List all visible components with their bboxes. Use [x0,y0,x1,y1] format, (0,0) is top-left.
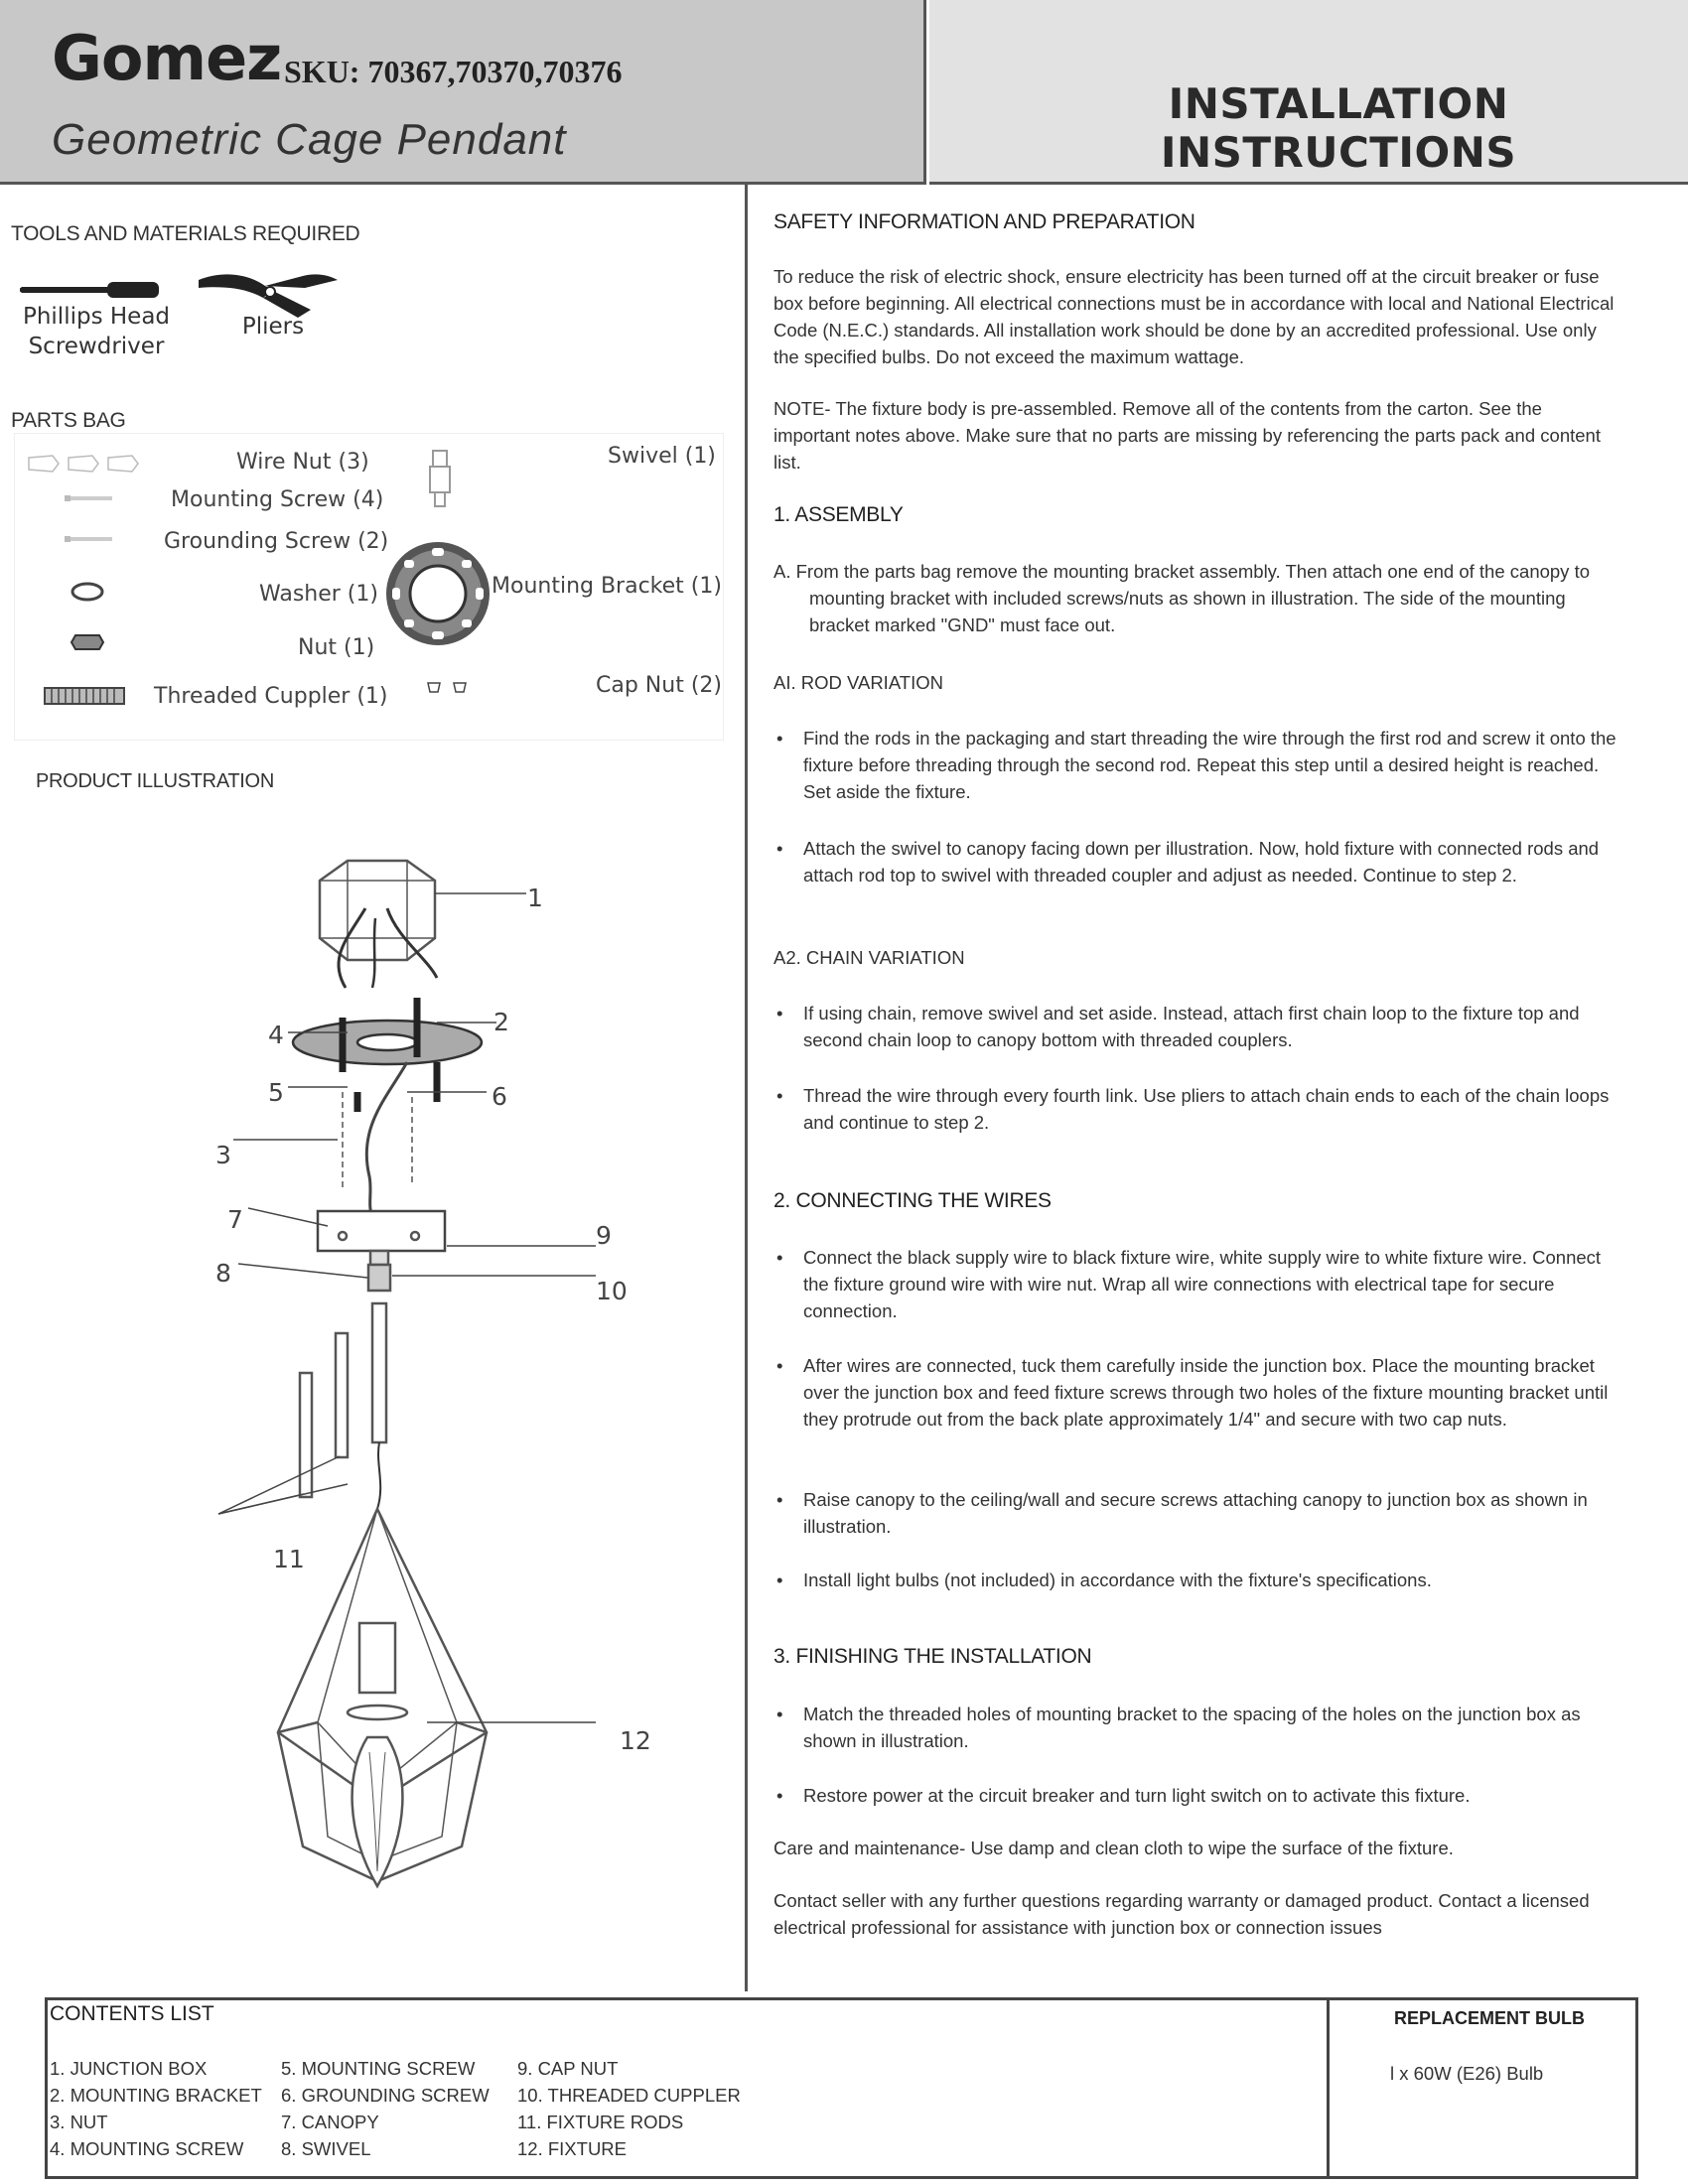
contents-item: 6. GROUNDING SCREW [281,2085,490,2106]
callout-3: 3 [215,1141,231,1169]
assembly-heading: 1. ASSEMBLY [774,503,904,526]
callout-12: 12 [620,1726,651,1755]
rod-bullet-2: • Attach the swivel to canopy facing down per illustration. Now, hold fixture with connected rods and attach rod top to swivel with threaded coupler and adjust as needed. Continue to step 2. [774,835,1622,888]
callout-2: 2 [493,1008,509,1036]
finishing-heading: 3. FINISHING THE INSTALLATION [774,1645,1092,1668]
callout-6: 6 [492,1082,507,1111]
finishing-bullet-2: • Restore power at the circuit breaker and turn light switch on to activate this fixture. [774,1782,1622,1809]
sku-label: SKU: 70367,70370,70376 [284,54,623,89]
wires-bullet-2: • After wires are connected, tuck them carefully inside the junction box. Place the mounting bracket over the junction box and feed fixture screws through two holes of the fixture mounting bracket until they protrude out from the back plate approximately 1/4" and secure with two cap nuts. [774,1352,1622,1433]
callout-9: 9 [596,1221,612,1250]
parts-bag-heading: PARTS BAG [11,409,126,432]
washer-icon [70,581,105,603]
part-wire-nut: Wire Nut (3) [236,450,369,475]
contents-item: 3. NUT [50,2112,108,2132]
wires-heading: 2. CONNECTING THE WIRES [774,1189,1052,1212]
chain-variation-heading: A2. CHAIN VARIATION [774,947,965,968]
finishing-bullet-1: • Match the threaded holes of mounting bracket to the spacing of the holes on the junction box as shown in illustration. [774,1701,1622,1754]
replacement-bulb-value: l x 60W (E26) Bulb [1390,2063,1544,2084]
callout-1: 1 [527,884,543,912]
rod-bullet-1: • Find the rods in the packaging and start threading the wire through the first rod and screw it onto the fixture before threading through the second rod. Repeat this step until a desired height is reached. Set aside the fixture. [774,725,1622,805]
part-mounting-bracket: Mounting Bracket (1) [492,574,722,599]
contents-item: 11. FIXTURE RODS [517,2112,684,2132]
contents-item: 5. MOUNTING SCREW [281,2058,476,2079]
swivel-icon [427,449,453,508]
contents-item: 9. CAP NUT [517,2058,619,2079]
contents-item: 2. MOUNTING BRACKET [50,2085,262,2106]
contents-item: 7. CANOPY [281,2112,379,2132]
part-nut: Nut (1) [298,635,375,660]
threaded-cuppler-icon [44,685,125,707]
brand-name: Gomez [52,22,282,94]
callout-4: 4 [268,1021,284,1049]
part-mounting-screw: Mounting Screw (4) [171,487,384,512]
contents-table-divider [1327,1997,1330,2179]
contents-item: 10. THREADED CUPPLER [517,2085,741,2106]
chain-bullet-2: • Thread the wire through every fourth link. Use pliers to attach chain ends to each of the chain loops and continue to step 2. [774,1082,1622,1136]
document-title: INSTALLATION INSTRUCTIONS [1160,79,1517,177]
part-swivel: Swivel (1) [608,444,716,469]
contents-list-heading: CONTENTS LIST [50,2002,214,2025]
tool-label-pliers: Pliers [241,314,305,340]
callout-5: 5 [268,1078,284,1107]
contents-item: 4. MOUNTING SCREW [50,2138,244,2159]
tool-label-screwdriver: Phillips Head Screwdriver [22,304,171,359]
callout-10: 10 [596,1277,628,1305]
column-divider [745,185,748,1991]
illustration-heading: PRODUCT ILLUSTRATION [36,770,274,792]
note-paragraph: NOTE- The fixture body is pre-assembled. Remove all of the contents from the carton. See the important notes above. Make sure that no parts are missing by referencing the parts pack and content list. [774,398,1601,473]
mounting-bracket-icon [382,538,493,649]
product-illustration [199,849,626,1941]
grounding-screw-icon [64,534,115,544]
care-paragraph: Care and maintenance- Use damp and clean cloth to wipe the surface of the fixture. [774,1838,1454,1858]
wires-bullet-4: • Install light bulbs (not included) in accordance with the fixture's specifications. [774,1567,1622,1593]
rod-variation-heading: AI. ROD VARIATION [774,672,943,693]
part-cap-nut: Cap Nut (2) [596,673,722,698]
callout-8: 8 [215,1259,231,1288]
contact-paragraph: Contact seller with any further questions regarding warranty or damaged product. Contact a licensed electrical professional for assistance with junction box or connection issues [774,1890,1590,1938]
chain-bullet-1: • If using chain, remove swivel and set aside. Instead, attach first chain loop to the fixture top and second chain loop to canopy bottom with threaded couplers. [774,1000,1622,1053]
wires-bullet-3: • Raise canopy to the ceiling/wall and secure screws attaching canopy to junction box as shown in illustration. [774,1486,1622,1540]
product-subtitle: Geometric Cage Pendant [52,115,567,164]
assembly-step-a: A. From the parts bag remove the mounting bracket assembly. Then attach one end of the canopy to mounting bracket with included screws/nuts as shown in illustration. The side of the mounting bracket marked "GND" must face out. [774,561,1591,635]
mounting-screw-icon [64,493,115,503]
tools-heading: TOOLS AND MATERIALS REQUIRED [11,222,360,245]
contents-item: 8. SWIVEL [281,2138,371,2159]
part-washer: Washer (1) [259,582,378,607]
header-right-panel [929,0,1688,185]
cap-nut-icon [424,679,474,697]
safety-heading: SAFETY INFORMATION AND PREPARATION [774,210,1196,233]
contents-item: 12. FIXTURE [517,2138,627,2159]
wire-nut-icon [25,452,149,476]
callout-7: 7 [227,1205,243,1234]
contents-item: 1. JUNCTION BOX [50,2058,208,2079]
part-threaded-cuppler: Threaded Cuppler (1) [154,684,388,709]
callout-11: 11 [273,1545,305,1573]
safety-paragraph: To reduce the risk of electric shock, ensure electricity has been turned off at the circuit breaker or fuse box before beginning. All electrical connections must be in accordance with local and National Electrical Code (N.E.C.) standards. All installation work should be done by an accredited professional. Use only the specified bulbs. Do not exceed the maximum wattage. [774,266,1615,367]
wires-bullet-1: • Connect the black supply wire to black fixture wire, white supply wire to white fixture wire. Connect the fixture ground wire with wire nut. Wrap all wire connections with electrical tape for secure connection. [774,1244,1622,1324]
replacement-bulb-heading: REPLACEMENT BULB [1394,2008,1585,2028]
nut-icon [70,631,105,653]
header-left-panel [0,0,926,185]
part-grounding-screw: Grounding Screw (2) [164,529,389,554]
